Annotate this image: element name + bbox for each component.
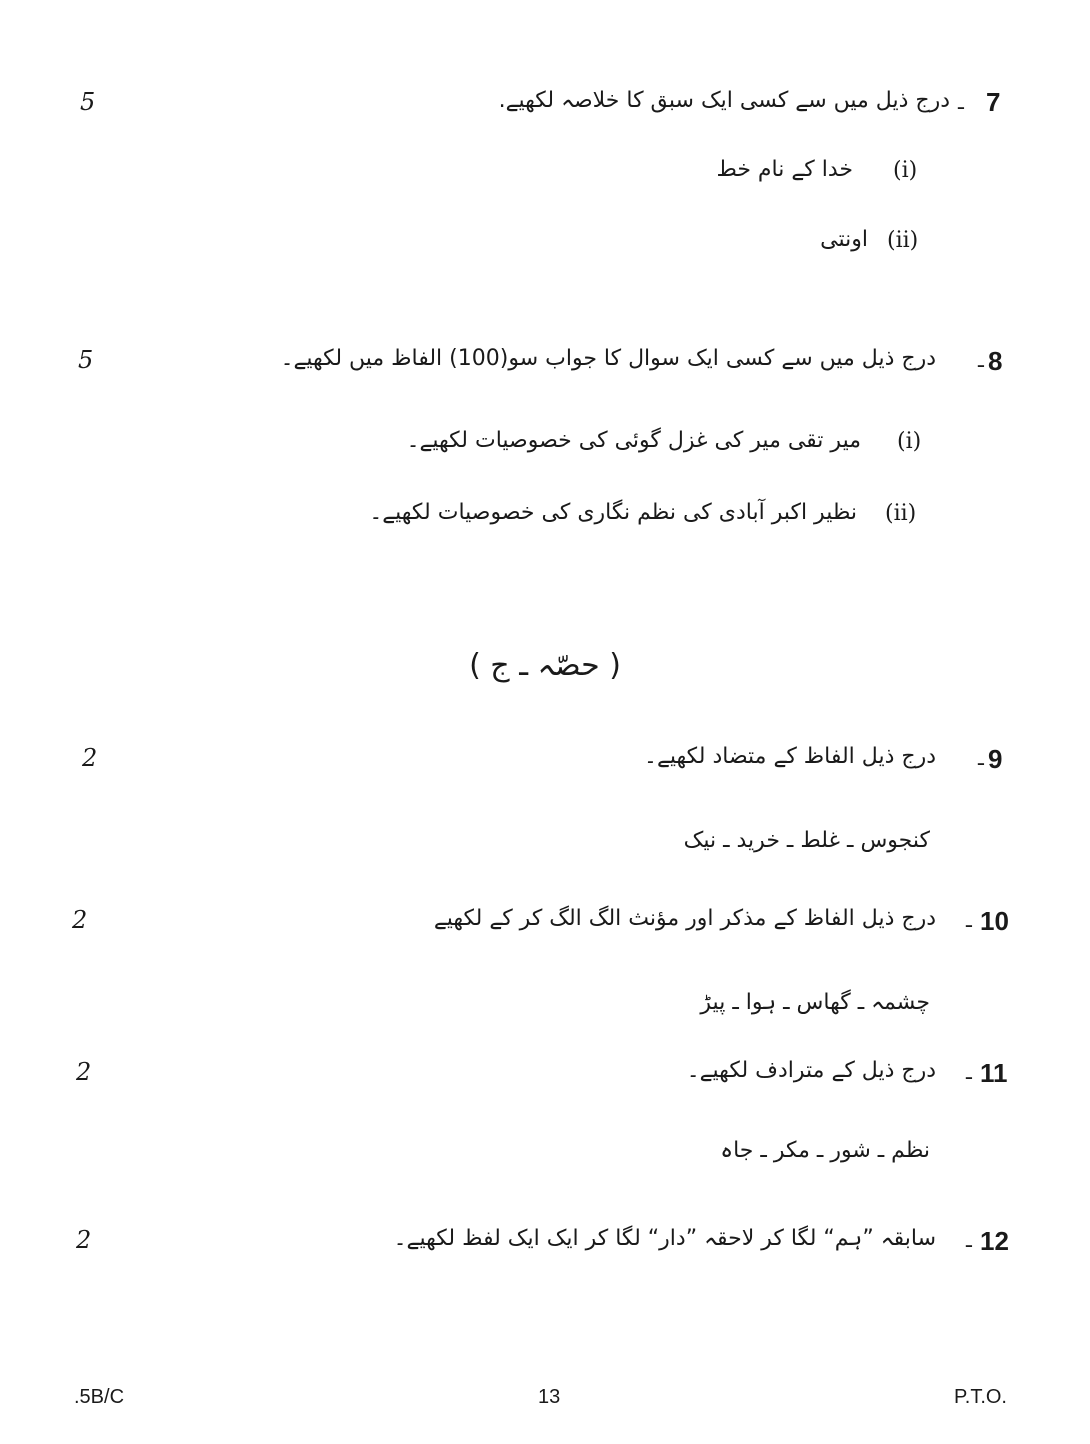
- word-list-q9: کنجوس ـ غلط ـ خرید ـ نیک: [683, 828, 930, 853]
- question-number-12: 12: [980, 1226, 1009, 1256]
- question-separator-11: ـ: [966, 1060, 972, 1084]
- question-separator-10: ـ: [966, 908, 972, 932]
- question-separator-9: ـ: [978, 746, 984, 770]
- question-text-12: سابقہ ”ہم“ لگا کر لاحقہ ”دار“ لگا کر ایک ایک لفظ لکھیے۔: [393, 1226, 936, 1251]
- marks-q9: 2: [82, 744, 98, 772]
- marks-q8: 5: [78, 346, 94, 374]
- footer-code: .5B/C: [74, 1386, 125, 1408]
- question-text-10: درج ذیل الفاظ کے مذکر اور مؤنث الگ الگ کر کے لکھیے: [433, 906, 936, 931]
- question-number-8: 8: [988, 346, 1003, 376]
- marks-q11: 2: [76, 1058, 92, 1086]
- option-text-7-i: خدا کے نام خط: [716, 157, 853, 182]
- question-number-10: 10: [980, 906, 1009, 936]
- question-number-9: 9: [988, 744, 1003, 774]
- section-heading: ( حصّہ ـ ج ): [469, 648, 621, 683]
- question-text-11: درج ذیل کے مترادف لکھیے۔: [686, 1058, 936, 1083]
- option-label-8-i: (i): [897, 429, 922, 454]
- option-text-8-i: میر تقی میر کی غزل گوئی کی خصوصیات لکھیے۔: [406, 428, 861, 453]
- question-number-7: 7: [986, 87, 1001, 117]
- marks-q10: 2: [72, 906, 88, 934]
- word-list-q11: نظم ـ شور ـ مکر ـ جاہ: [720, 1138, 930, 1163]
- word-list-q10: چشمہ ـ گھاس ـ ہوا ـ پیڑ: [700, 990, 930, 1015]
- footer-pto: P.T.O.: [954, 1386, 1007, 1408]
- question-number-11: 11: [980, 1058, 1008, 1088]
- option-text-8-ii: نظیر اکبر آبادی کی نظم نگاری کی خصوصیات لکھیے۔: [369, 500, 857, 525]
- option-label-7-ii: (ii): [887, 228, 919, 253]
- question-separator-8: ـ: [978, 348, 984, 372]
- marks-q12: 2: [76, 1226, 92, 1254]
- footer-page-number: 13: [538, 1386, 561, 1408]
- marks-q7: 5: [80, 88, 96, 116]
- option-label-7-i: (i): [893, 158, 918, 183]
- option-label-8-ii: (ii): [885, 501, 917, 526]
- question-text-8: درج ذیل میں سے کسی ایک سوال کا جواب سو(100) الفاظ میں لکھیے۔: [280, 346, 936, 371]
- question-separator-7: ـ: [958, 90, 964, 114]
- question-separator-12: ـ: [966, 1228, 972, 1252]
- option-text-7-ii: اونتی: [820, 227, 868, 252]
- question-text-7: درج ذیل میں سے کسی ایک سبق کا خلاصہ لکھیے.: [498, 88, 950, 113]
- question-text-9: درج ذیل الفاظ کے متضاد لکھیے۔: [644, 744, 936, 769]
